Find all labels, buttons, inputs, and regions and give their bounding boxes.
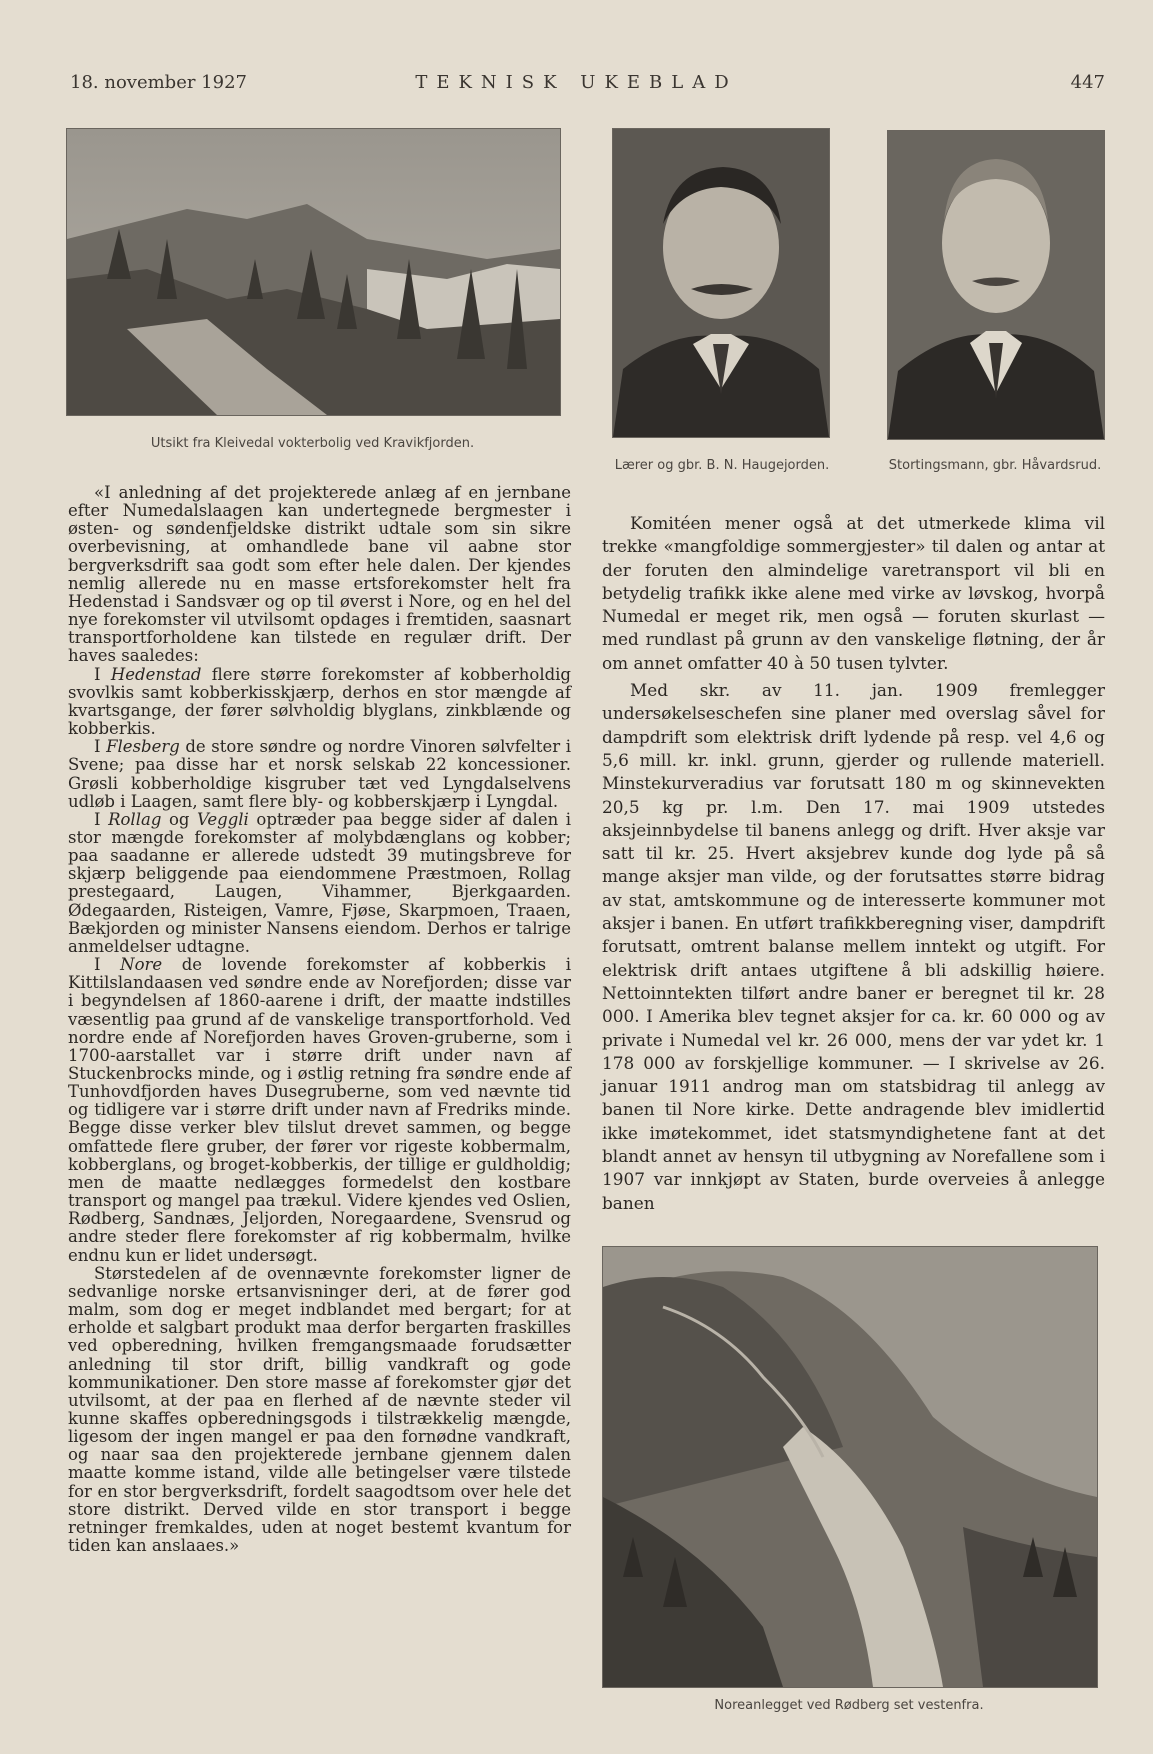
valley-photo (602, 1246, 1098, 1688)
paragraph: Med skr. av 11. jan. 1909 fremlegger undersøkelseschefen sine planer med overslag såvel for dampdrift som elektrisk drift lydende på resp. vel 4,6 og 5,6 mill. kr. inkl. grunn, gjerder og rullende materiell. Minstekurveradius var forutsatt 180 m og skinnevekten 20,5 kg pr. l.m. Den 17. mai 1909 utstedes aksjeinnbydelse til banens anlegg og drift. Hver aksje var satt til kr. 25. Hvert aksjebrev kunde dog lyde på så mange aksjer man vilde, og der forutsattes større bidrag av stat, amtskommune og de interesserte kommuner mot aksjer i banen. En utført trafikkberegning viser, dampdrift forutsatt, omtrent balanse mellem inntekt og utgift. For elektrisk drift antaes utgiftene å bli adskillig høiere. Nettoinntekten tilført andre baner er beregnet til kr. 28 000. I Amerika blev tegnet aksjer for ca. kr. 60 000 og av private i Numedal vel kr. 26 000, mens der var ydet kr. 1 178 000 av forskjellige kommuner. — I skrivelse av 26. januar 1911 androg man om statsbidrag til anlegg av banen til Nore kirke. Dette andragende blev imidlertid ikke imøtekommet, idet statsmyndighetene fant at det blandt annet av hensyn til utbygning av Norefallene som i 1907 var innkjøpt av Staten, burde overveies å anlegge banen (602, 680, 1105, 1213)
paragraph: Komitéen mener også at det utmerkede klima vil trekke «mangfoldige sommergjester» til dalen og antar at der foruten den almindelige varetransport vil bli en betydelig trafikk ikke alene med virke av løvskog, hvorpå Numedal er meget rik, men også — foruten skurlast — med rundlast på grunn av den vanskelige fløtning, der år om annet omfatter 40 à 50 tusen tylvter. (602, 513, 1105, 673)
paragraph: I Nore de lovende forekomster af kobberkis i Kittilslandaasen ved søndre ende av Norefjorden; disse var i begyndelsen af 1860-aarene i drift, der maatte indstilles væsentlig paa grund af de vanskelige transportforhold. Ved nordre ende af Norefjorden haves Groven-gruberne, som i 1700-aarstallet var i større drift under navn af Stuckenbrocks minde, og i østlig retning fra søndre ende af Tunhovdfjorden haves Dusegruberne, som ved nævnte tid og tidligere var i større drift under navn af Fredriks minde. Begge disse verker blev tilslut drevet sammen, og begge omfattede flere gruber, der fører vor rigeste kobbermalm, kobberglans, og broget-kobberkis, der tillige er guldholdig; men de maatte nedlægges formedelst den kostbare transport og mangel paa trækul. Videre kjendes ved Oslien, Rødberg, Sandnæs, Jeljorden, Noregaardene, Svensrud og andre steder flere forekomster af rig kobbermalm, hvilke endnu kun er lidet undersøgt. (68, 955, 571, 1265)
landscape-caption: Utsikt fra Kleivedal vokterbolig ved Kravikfjorden. (150, 436, 475, 451)
right-article-column (602, 512, 1105, 1215)
landscape-photo (66, 128, 561, 416)
paragraph: I Rollag og Veggli optræder paa begge sider af dalen i stor mængde forekomster af molybdænglans og kobber; paa saadanne er allerede udstedt 39 mutingsbreve for skjærp beliggende paa eiendommene Præstmoen, Rollag prestegaard, Laugen, Vihammer, Bjerkgaarden. Ødegaarden, Risteigen, Vamre, Fjøse, Skarpmoen, Traaen, Bækjorden og minister Nansens eiendom. Derhos er talrige anmeldelser udtagne. (68, 809, 572, 956)
valley-caption: Noreanlegget ved Rødberg set vestenfra. (714, 1698, 984, 1713)
portrait-haugejorden-photo (612, 128, 830, 438)
portrait-havardsrud-caption: Stortingsmann, gbr. Håvardsrud. (888, 458, 1102, 473)
journal-title: TEKNISK UKEBLAD (415, 72, 738, 93)
issue-date: 18. november 1927 (70, 72, 247, 93)
paragraph: I Hedenstad flere større forekomster af kobberholdig svovlkis samt kobberkisskjærp, derhos en stor mængde af kvartsgange, der fører sølvholdig blyglans, zinkblænde og kobberkis. (68, 664, 571, 739)
paragraph: «I anledning af det projekterede anlæg af en jernbane efter Numedalslaagen kan undertegnede bergmester i østen- og søndenfjeldske distrikt udtale som sin sikre overbevisning, at omhandlede bane vil aabne stor bergverksdrift saa godt som efter hele dalen. Der kjendes nemlig allerede nu en masse ertsforekomster helt fra Hedenstad i Sandsvær og op til øverst i Nore, og en hel del nye forekomster vil utvilsomt opdages i fremtiden, saasnart transportforholdene kan tilstede en regulær drift. Der haves saaledes: (68, 483, 571, 666)
portrait-havardsrud-photo (887, 130, 1105, 440)
left-article-column (68, 484, 571, 1555)
page-number: 447 (1070, 72, 1105, 93)
portrait-haugejorden-caption: Lærer og gbr. B. N. Haugejorden. (614, 458, 830, 473)
paragraph: I Flesberg de store søndre og nordre Vinoren sølvfelter i Svene; paa disse har et norsk selskab 22 koncessioner. Grøsli kobberholdige kisgruber tæt ved Lyngdalselvens udløb i Laagen, samt flere bly- og kobberskjærp i Lyngdal. (68, 737, 572, 811)
paragraph: Størstedelen af de ovennævnte forekomster ligner de sedvanlige norske ertsanvisninger deri, at de fører god malm, som dog er meget indblandet med bergart; for at erholde et salgbart produkt maa derfor bergarten fraskilles ved opberedning, hvilken fremgangsmaade forudsætter anledning til stor drift, billig vandkraft og gode kommunikationer. Den store masse af forekomster gjør det utvilsomt, at der paa en flerhed af de nævnte steder vil kunne skaffes opberedningsgods i tilstrækkelig mængde, ligesom der ingen mangel er paa den fornødne vandkraft, og naar saa den projekterede jernbane gjennem dalen maatte komme istand, vilde alle betingelser være tilstede for en stor bergverksdrift, fordelt saagodtsom over hele det store distrikt. Derved vilde en stor transport i begge retninger fremkaldes, uden at noget bestemt kvantum for tiden kan anslaaes.» (68, 1263, 571, 1556)
